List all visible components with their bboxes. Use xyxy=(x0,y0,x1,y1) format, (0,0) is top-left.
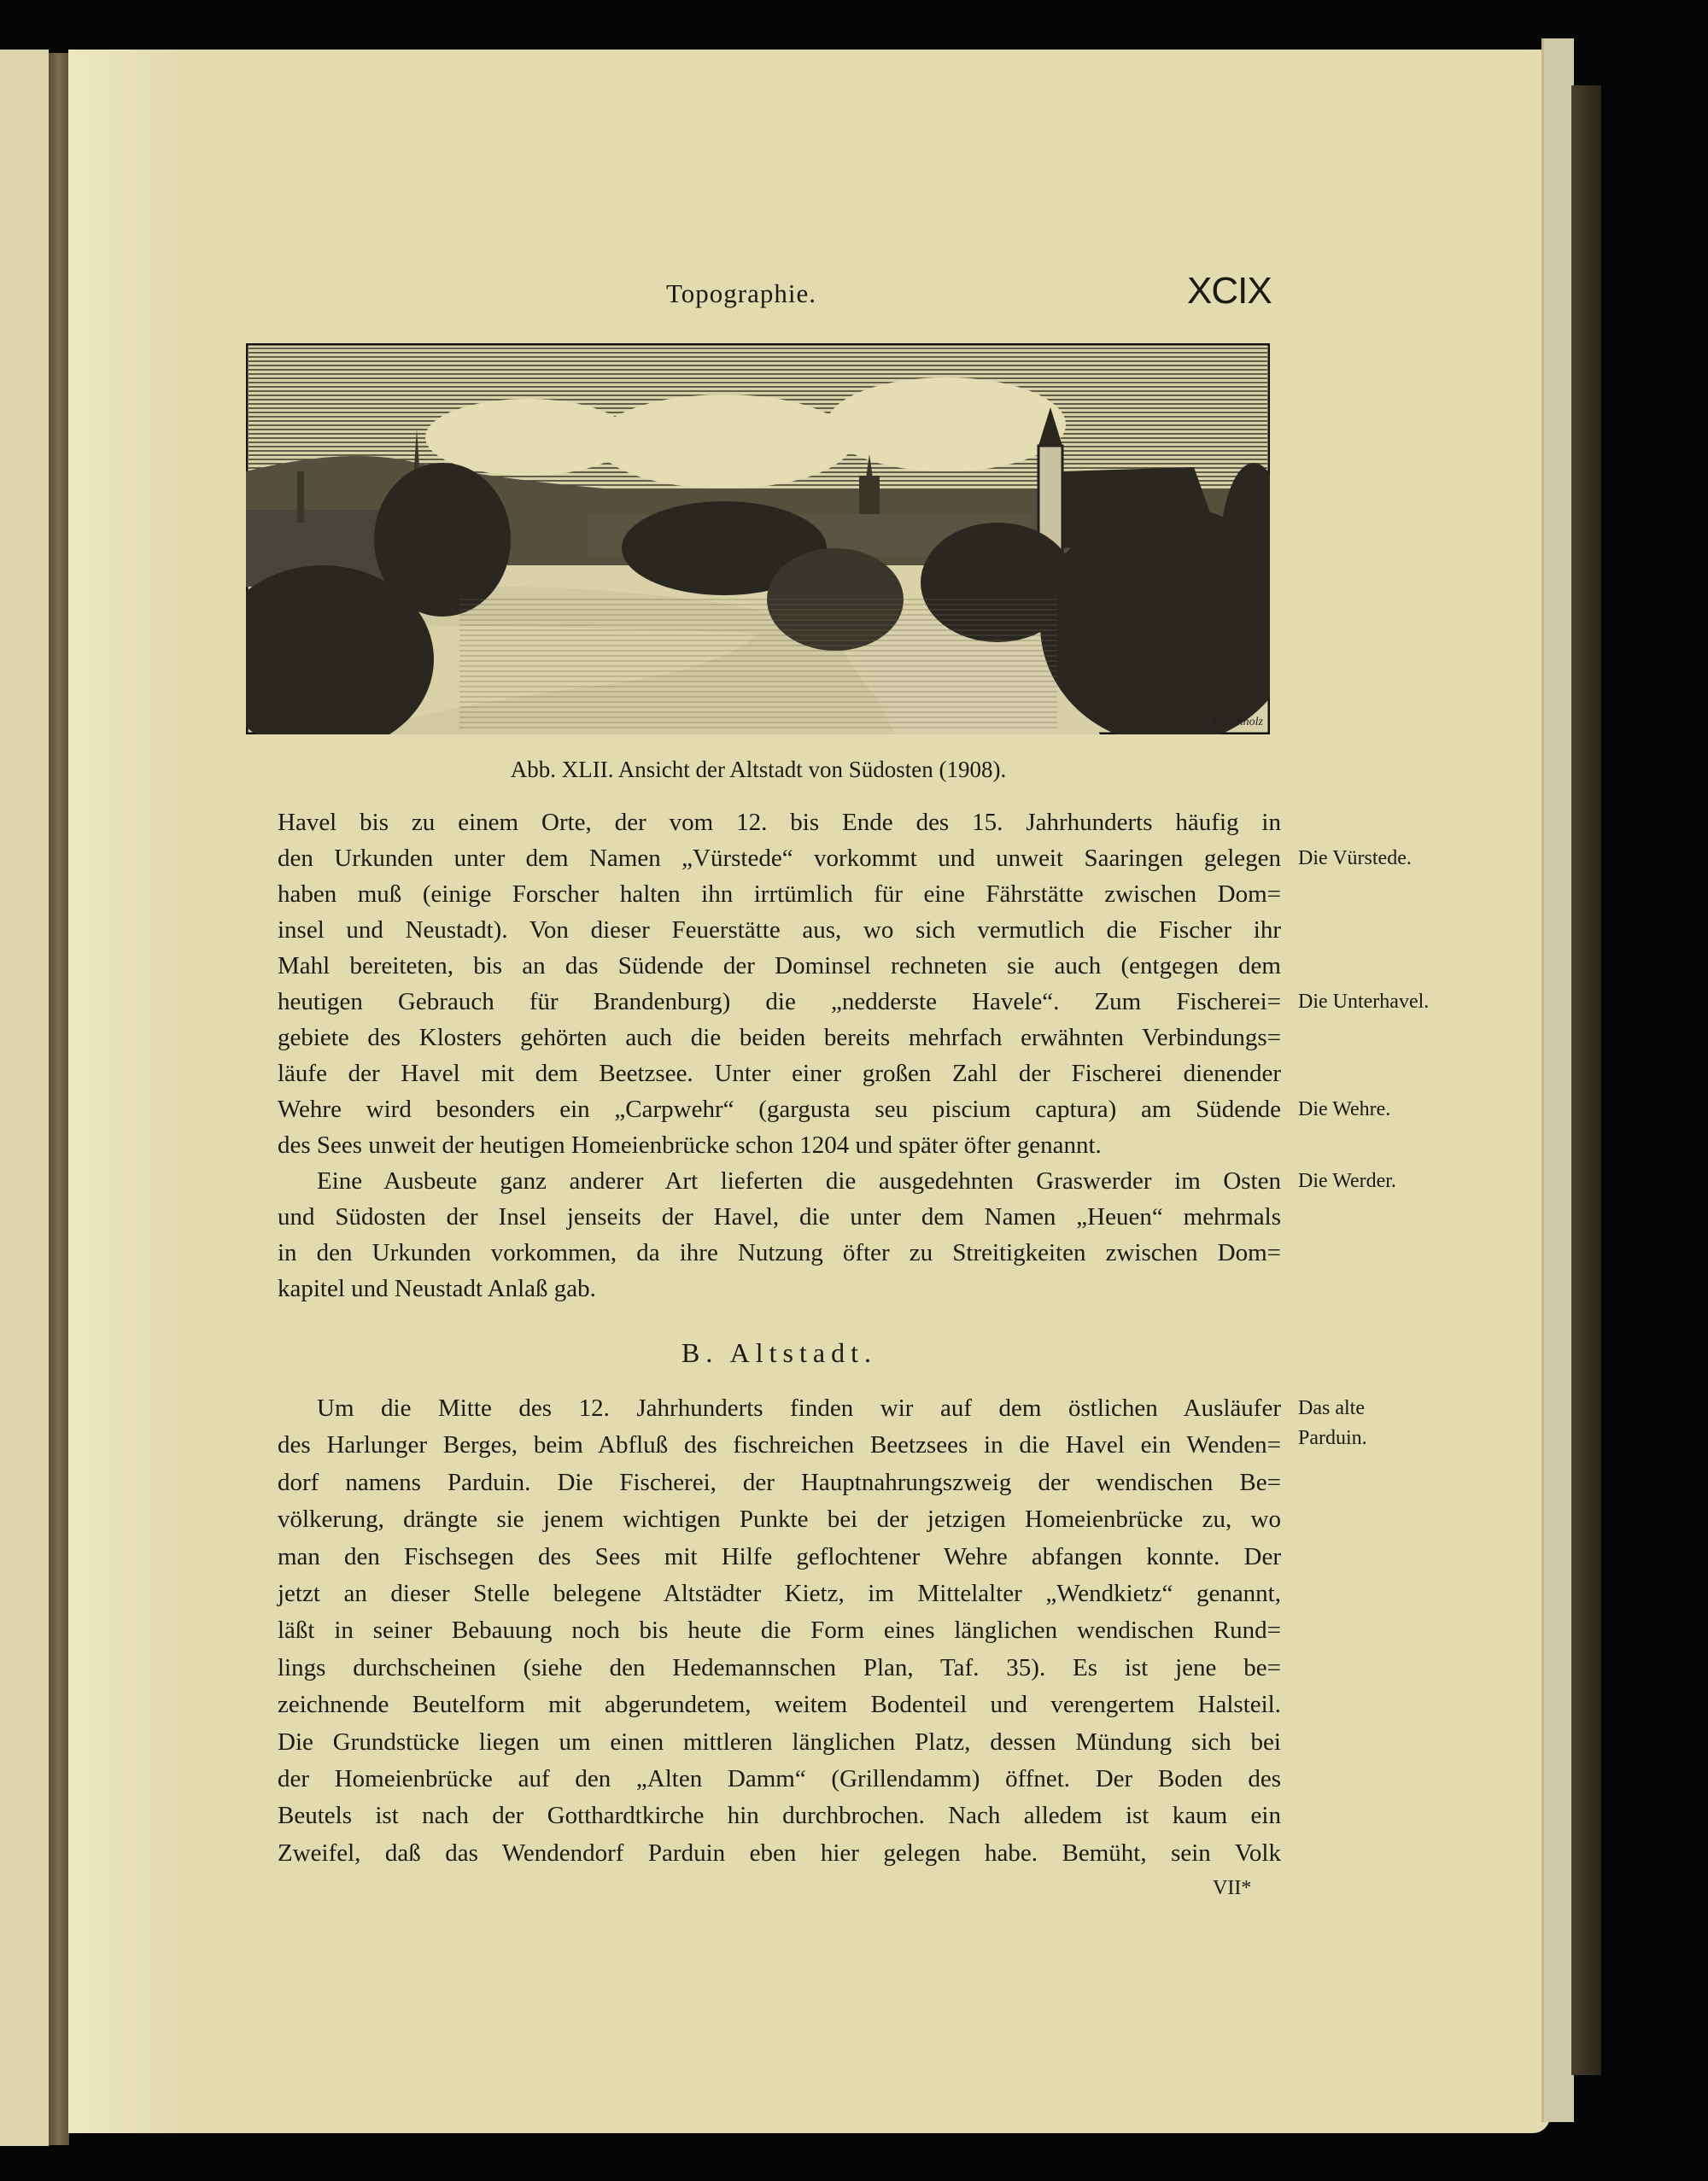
line-text: läufe der Havel mit dem Beetzsee. Unter einer großen Zahl der Fischerei dienender xyxy=(278,1060,1281,1087)
line-text: insel und Neustadt). Von dieser Feuerstätte aus, wo sich vermutlich die Fischer ihr xyxy=(278,916,1281,944)
line-text: des Harlunger Berges, beim Abfluß des fischreichen Beetzsees in die Havel ein Wenden= xyxy=(278,1431,1281,1459)
line-text: heutigen Gebrauch für Brandenburg) die „nedderste Havele“. Zum Fischerei= xyxy=(278,988,1281,1015)
line-text: in den Urkunden vorkommen, da ihre Nutzung öfter zu Streitigkeiten zwischen Dom= xyxy=(278,1239,1281,1266)
section-heading: B. Altstadt. xyxy=(681,1337,877,1368)
line-text: Eine Ausbeute ganz anderer Art lieferten die ausgedehnten Graswerder im Osten xyxy=(317,1167,1281,1195)
line-text: dorf namens Parduin. Die Fischerei, der Hauptnahrungszweig der wendischen Be= xyxy=(278,1468,1281,1496)
text-line xyxy=(278,1271,1281,1307)
text-line xyxy=(278,1576,1281,1612)
text-line xyxy=(278,912,1281,948)
line-text: man den Fischsegen des Sees mit Hilfe geflochtener Wehre abfangen konnte. Der xyxy=(278,1542,1281,1570)
running-head-title: Topographie. xyxy=(666,278,816,308)
line-text: jetzt an dieser Stelle belegene Altstädter Kietz, im Mittelalter „Wendkietz“ genannt, xyxy=(278,1579,1281,1607)
text-line xyxy=(278,1199,1281,1235)
text-line xyxy=(278,1798,1281,1834)
book-gutter xyxy=(49,53,69,2145)
engraver-signature: P.Eichholz xyxy=(1212,716,1263,728)
margin-note-parduin-2: Parduin. xyxy=(1298,1427,1367,1450)
line-text: Um die Mitte des 12. Jahrhunderts finden wir auf dem östlichen Ausläufer xyxy=(317,1395,1281,1422)
engraving-illustration xyxy=(246,343,1270,734)
margin-note-unterhavel: Die Unterhavel. xyxy=(1298,991,1430,1013)
text-line xyxy=(278,840,1412,876)
figure-caption xyxy=(0,757,1537,783)
line-text: Mahl bereiteten, bis an das Südende der Dominsel rechneten sie auch (entgegen dem xyxy=(278,952,1281,979)
line-text: kapitel und Neustadt Anlaß gab. xyxy=(278,1275,596,1302)
margin-note-vuerstede: Die Vürstede. xyxy=(1298,847,1412,869)
text-line xyxy=(278,984,1430,1020)
margin-note-werder: Die Werder. xyxy=(1298,1170,1396,1192)
line-text: Zweifel, daß das Wendendorf Parduin eben hier gelegen habe. Bemüht, sein Volk xyxy=(278,1839,1281,1867)
previous-page-edge xyxy=(0,50,49,2146)
engraving-altstadt-view xyxy=(246,343,1270,734)
text-line xyxy=(278,1650,1281,1687)
text-line xyxy=(278,1127,1281,1163)
margin-note-wehre: Die Wehre. xyxy=(1298,1098,1391,1120)
text-line xyxy=(278,1835,1281,1872)
line-text: der Homeienbrücke auf den „Alten Damm“ (Grillendamm) öffnet. Der Boden des xyxy=(278,1764,1281,1792)
line-text: Havel bis zu einem Orte, der vom 12. bis Ende des 15. Jahrhunderts häufig in xyxy=(278,809,1281,836)
text-line xyxy=(278,1761,1281,1798)
text-line xyxy=(278,804,1281,840)
margin-note-parduin-1: Das alte xyxy=(1298,1397,1365,1419)
paragraph-1 xyxy=(278,804,1430,1307)
line-text: völkerung, drängte sie jenem wichtigen Punkte bei der jetzigen Homeienbrücke zu, wo xyxy=(278,1506,1281,1534)
line-text: Beutels ist nach der Gotthardtkirche hin durchbrochen. Nach alledem ist kaum ein xyxy=(278,1802,1281,1830)
page-shading xyxy=(68,50,188,2133)
text-line xyxy=(278,1427,1367,1464)
text-line xyxy=(278,1465,1281,1501)
text-line xyxy=(278,1501,1281,1538)
book-cover-edge xyxy=(1571,85,1601,2075)
text-line xyxy=(278,1612,1281,1649)
line-text: gebiete des Klosters gehörten auch die beiden bereits mehrfach erwähnten Verbindungs= xyxy=(278,1024,1281,1051)
text-line xyxy=(278,948,1281,984)
line-text: läßt in seiner Bebauung noch bis heute die Form eines länglichen wendischen Rund= xyxy=(278,1617,1281,1645)
text-line xyxy=(278,876,1281,912)
text-line xyxy=(278,1055,1281,1091)
line-text: und Südosten der Insel jenseits der Havel, die unter dem Namen „Heuen“ mehrmals xyxy=(278,1203,1281,1231)
text-line xyxy=(278,1020,1281,1055)
signature-mark: VII* xyxy=(1213,1877,1252,1899)
page-number: XCIX xyxy=(1187,270,1272,312)
text-line xyxy=(278,1163,1396,1199)
text-line xyxy=(278,1091,1391,1127)
text-line xyxy=(278,1235,1281,1271)
figure-caption-text: Abb. XLII. Ansicht der Altstadt von Südosten (1908). xyxy=(510,757,1007,782)
text-line xyxy=(278,1724,1281,1761)
paragraph-3 xyxy=(278,1390,1367,1872)
line-text: den Urkunden unter dem Namen „Vürstede“ vorkommt und unweit Saaringen gelegen xyxy=(278,845,1281,872)
line-text: des Sees unweit der heutigen Homeienbrücke schon 1204 und später öfter genannt. xyxy=(278,1131,1102,1159)
page-stack-edge xyxy=(1541,38,1574,2122)
line-text: Die Grundstücke liegen um einen mittleren länglichen Platz, dessen Mündung sich bei xyxy=(278,1728,1281,1756)
line-text: Wehre wird besonders ein „Carpwehr“ (gargusta seu piscium captura) am Südende xyxy=(278,1096,1281,1123)
text-line xyxy=(278,1687,1281,1723)
text-line xyxy=(278,1390,1365,1427)
line-text: haben muß (einige Forscher halten ihn irrtümlich für eine Fährstätte zwischen Dom= xyxy=(278,880,1281,908)
line-text: zeichnende Beutelform mit abgerundetem, weitem Bodenteil und verengertem Halsteil. xyxy=(278,1691,1281,1719)
line-text: lings durchscheinen (siehe den Hedemannschen Plan, Taf. 35). Es ist jene be= xyxy=(278,1653,1281,1681)
text-line xyxy=(278,1539,1281,1576)
